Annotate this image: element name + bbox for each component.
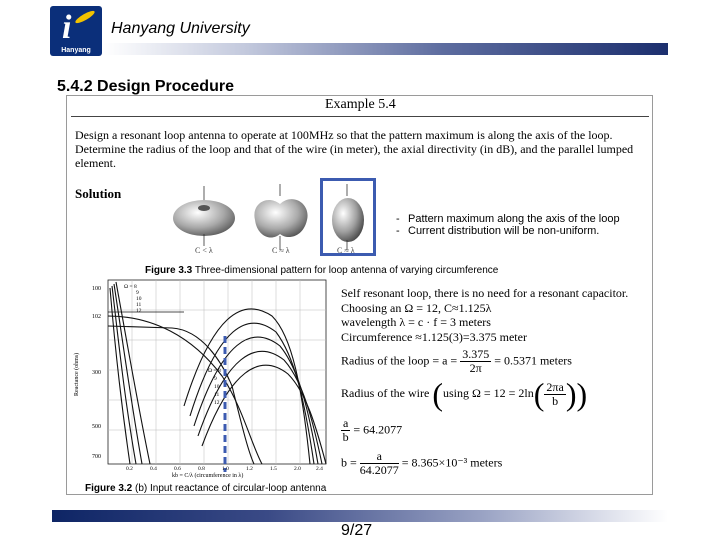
- page-number: 9/27: [341, 522, 373, 539]
- legend-mid-item: 11: [214, 392, 220, 398]
- wire-radius-label: Radius of the wire: [341, 385, 430, 400]
- x-tick: 1.0: [222, 466, 229, 472]
- logo-swoosh: [74, 9, 96, 25]
- b-value: = 8.365×10⁻³ meters: [401, 455, 503, 470]
- pattern-medium-loop: [247, 182, 317, 256]
- fraction-denominator: 64.2077: [359, 463, 399, 477]
- header-bar: [104, 43, 668, 55]
- university-logo: [50, 6, 102, 56]
- note-item: - Current distribution will be non-uniform.: [394, 225, 624, 237]
- solution-line: Choosing an Ω = 12, C≈1.125λ: [341, 300, 492, 315]
- y-tick: 100: [92, 286, 101, 292]
- y-tick: 500: [92, 424, 101, 430]
- notes-list: [394, 213, 624, 237]
- solution-line: wavelength λ = c · f = 3 meters: [341, 315, 491, 329]
- paren-close: ): [576, 376, 588, 412]
- y-tick: 102: [92, 314, 101, 320]
- solution-steps: [341, 286, 651, 344]
- fraction: [460, 348, 491, 375]
- legend-top-item: 11: [136, 302, 142, 308]
- solution-heading: Solution: [75, 186, 122, 201]
- note-item: - Pattern maximum along the axis of the loop: [394, 213, 624, 225]
- legend-top-item: 12: [136, 308, 142, 314]
- footer-bar: [52, 510, 668, 522]
- x-tick: 1.5: [270, 466, 277, 472]
- x-tick: 1.2: [246, 466, 253, 472]
- logo-text: Hanyang: [61, 47, 91, 54]
- equation-wire-b: [341, 450, 502, 477]
- pattern-label-3: C ≈ λ: [337, 246, 355, 255]
- fraction-denominator: b: [342, 430, 349, 444]
- fraction-numerator: a: [343, 416, 349, 430]
- x-tick: 0.2: [126, 466, 133, 472]
- fraction-denominator: 2π: [469, 361, 482, 375]
- fraction-denominator: b: [552, 393, 559, 408]
- paren-close-inner: ): [565, 376, 577, 412]
- ratio-value: = 64.2077: [353, 422, 403, 437]
- x-tick: 0.8: [198, 466, 205, 472]
- equation-loop-radius: [341, 348, 572, 375]
- section-title: 5.4.2 Design Procedure: [57, 78, 234, 95]
- loop-radius-value: = 0.5371 meters: [494, 353, 572, 368]
- paren-open-inner: (: [533, 376, 545, 412]
- fraction: [544, 381, 565, 408]
- legend-top-item: Ω = 8: [124, 284, 137, 290]
- y-tick: 700: [92, 454, 101, 460]
- highlight-box: [320, 178, 376, 256]
- x-tick: 0.4: [150, 466, 157, 472]
- x-tick: 0.6: [174, 466, 181, 472]
- pattern-label-1: C < λ: [195, 246, 213, 255]
- figure-3-2-caption: [85, 483, 326, 494]
- fraction-numerator: 3.375: [462, 347, 490, 361]
- y-tick: 300: [92, 370, 101, 376]
- solution-line: Circumference ≈1.125(3)=3.375 meter: [341, 329, 527, 344]
- equation-wire-radius: [341, 376, 588, 412]
- legend-mid-item: 9: [214, 376, 217, 382]
- figure-3-3-caption: [145, 265, 565, 276]
- legend-top-item: 10: [136, 296, 142, 302]
- paren-open: (: [432, 376, 443, 412]
- university-name: Hanyang University: [111, 20, 250, 37]
- example-problem: Design a resonant loop antenna to operate at 100MHz so that the pattern maximum is along the axis of the loop. Determine the radius of the loop and that of the wire (in meter), the axial directivity (in dB), and the parallel lumped element.: [75, 128, 634, 170]
- fraction-numerator: 2πa: [546, 379, 564, 394]
- fraction: [341, 417, 350, 444]
- equation-ratio: [341, 417, 402, 444]
- y-axis-label: Reactance (ohms): [74, 352, 80, 396]
- x-axis-label: kb = C/λ (circumference in λ): [172, 473, 244, 479]
- legend-mid-item: 10: [214, 384, 220, 390]
- figure-3-2-label: Figure 3.2: [85, 483, 133, 494]
- x-tick: 2.0: [294, 466, 301, 472]
- pattern-label-2: C ≈ λ: [272, 246, 290, 255]
- logo-i-glyph: i: [62, 9, 72, 46]
- solution-line: Self resonant loop, there is no need for a resonant capacitor.: [341, 286, 629, 300]
- figure-3-3-label: Figure 3.3: [145, 265, 193, 276]
- example-title: Example 5.4: [325, 97, 396, 112]
- fraction-numerator: a: [360, 450, 399, 464]
- legend-mid-item: 12: [214, 400, 220, 406]
- loop-radius-label: Radius of the loop = a =: [341, 353, 458, 368]
- legend-mid-item: Ω = 8: [208, 368, 221, 374]
- reactance-graph: [72, 276, 332, 481]
- wire-radius-eq: using Ω = 12 = 2ln: [442, 385, 534, 400]
- b-equals: b =: [341, 455, 357, 470]
- figure-3-3-text: Three-dimensional pattern for loop antenna of varying circumference: [192, 265, 499, 276]
- example-rule: [71, 116, 649, 117]
- figure-3-2-text: (b) Input reactance of circular-loop antenna: [132, 483, 327, 494]
- legend-top-item: 9: [136, 290, 139, 296]
- fraction: [360, 450, 399, 477]
- example-figure: [66, 95, 653, 495]
- x-tick: 2.4: [316, 466, 323, 472]
